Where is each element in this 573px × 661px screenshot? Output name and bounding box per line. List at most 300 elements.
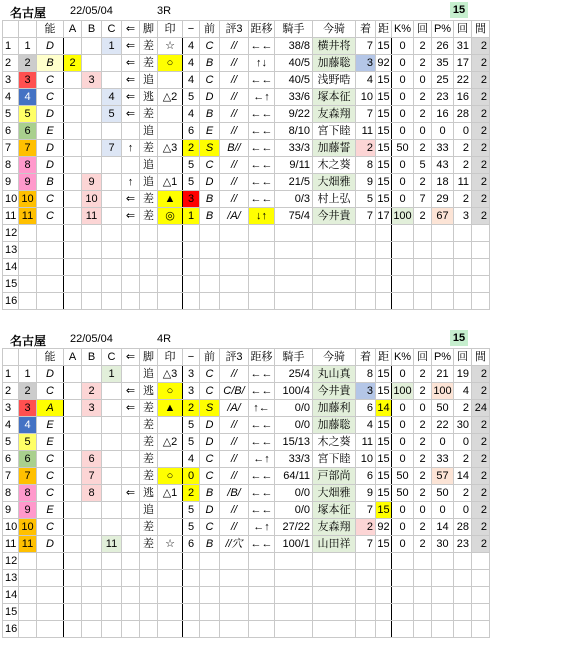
empty-cell [82, 225, 102, 242]
empty-cell [158, 587, 183, 604]
p-percent: 100 [432, 383, 454, 400]
distance-move: ↓↑ [249, 208, 275, 225]
runs-2: 16 [454, 89, 472, 106]
col-b [82, 140, 102, 157]
runs-1: 0 [414, 502, 432, 519]
distance: 14 [376, 400, 392, 417]
distance: 15 [376, 123, 392, 140]
empty-cell [158, 276, 183, 293]
k-percent: 0 [392, 417, 414, 434]
empty-cell [183, 242, 200, 259]
empty-cell [432, 621, 454, 638]
k-percent: 0 [392, 400, 414, 417]
empty-cell [313, 621, 356, 638]
empty-cell [64, 621, 82, 638]
runs-1: 2 [414, 468, 432, 485]
table-row[interactable] [3, 553, 490, 570]
prediction-mark: ☆ [158, 38, 183, 55]
table-row[interactable] [3, 38, 490, 55]
column-header: 今骑 [313, 21, 356, 38]
waku-number: 7 [3, 468, 19, 485]
rank-diff: 2 [183, 400, 200, 417]
empty-cell [275, 570, 313, 587]
p-percent: 23 [432, 89, 454, 106]
column-header: A [64, 349, 82, 366]
running-style: 差 [140, 536, 158, 553]
jockey-name: 大畑雅 [313, 174, 356, 191]
interval: 2 [472, 72, 490, 89]
column-header: 脚 [140, 21, 158, 38]
empty-cell [414, 587, 432, 604]
p-percent: 16 [432, 106, 454, 123]
column-header: 評3 [220, 21, 249, 38]
empty-cell [200, 225, 220, 242]
table-row[interactable] [3, 366, 490, 383]
runs-1: 2 [414, 174, 432, 191]
col-b [82, 502, 102, 519]
interval: 2 [472, 38, 490, 55]
jockey-name: 戸部尚 [313, 468, 356, 485]
waku-number: 6 [3, 123, 19, 140]
empty-cell [356, 587, 376, 604]
empty-cell [249, 276, 275, 293]
runs-1: 0 [414, 400, 432, 417]
table-row[interactable] [3, 570, 490, 587]
table-row[interactable] [3, 468, 490, 485]
distance-move: ←← [249, 106, 275, 123]
empty-cell [102, 604, 122, 621]
finish-position: 4 [356, 72, 376, 89]
col-a [64, 536, 82, 553]
empty-cell [64, 293, 82, 310]
distance: 15 [376, 536, 392, 553]
waku-number: 10 [3, 519, 19, 536]
prediction-mark [158, 72, 183, 89]
table-row[interactable] [3, 242, 490, 259]
arrow-cell [122, 417, 140, 434]
empty-cell [432, 276, 454, 293]
col-c [102, 468, 122, 485]
runs-2: 22 [454, 72, 472, 89]
empty-cell [122, 259, 140, 276]
runs-1: 2 [414, 519, 432, 536]
table-row[interactable] [3, 55, 490, 72]
runs-2: 19 [454, 366, 472, 383]
table-row[interactable] [3, 157, 490, 174]
jockey-stat: 0/0 [275, 417, 313, 434]
jockey-stat: 40/5 [275, 72, 313, 89]
ability-grade: D [37, 157, 64, 174]
waku-number: 11 [3, 536, 19, 553]
distance-move: ←← [249, 191, 275, 208]
arrow-cell [122, 519, 140, 536]
empty-cell [313, 293, 356, 310]
table-row[interactable] [3, 174, 490, 191]
distance: 15 [376, 191, 392, 208]
col-b: 3 [82, 72, 102, 89]
finish-position: 3 [356, 55, 376, 72]
race-panel-1 [2, 2, 571, 310]
horse-number [19, 242, 37, 259]
horse-number [19, 553, 37, 570]
interval: 2 [472, 89, 490, 106]
col-c: 5 [102, 106, 122, 123]
runs-2: 4 [454, 383, 472, 400]
horse-number: 4 [19, 417, 37, 434]
empty-cell [454, 621, 472, 638]
rank-diff: 0 [183, 468, 200, 485]
prediction-mark: ▲ [158, 400, 183, 417]
interval: 2 [472, 157, 490, 174]
empty-cell [200, 570, 220, 587]
column-header: − [183, 349, 200, 366]
table-row[interactable] [3, 208, 490, 225]
empty-cell [102, 276, 122, 293]
jockey-name: 加藤利 [313, 400, 356, 417]
empty-cell [102, 293, 122, 310]
distance-move: ←← [249, 72, 275, 89]
arrow-cell: ⇐ [122, 485, 140, 502]
finish-position: 10 [356, 451, 376, 468]
empty-cell [275, 259, 313, 276]
empty-cell [82, 276, 102, 293]
p-percent: 30 [432, 536, 454, 553]
jockey-name: 加藤聡 [313, 417, 356, 434]
empty-cell [122, 293, 140, 310]
empty-cell [64, 276, 82, 293]
rank-diff: 6 [183, 536, 200, 553]
empty-cell [37, 276, 64, 293]
running-style: 差 [140, 208, 158, 225]
rating-3: // [220, 366, 249, 383]
runs-1: 2 [414, 55, 432, 72]
col-a [64, 174, 82, 191]
distance-move: ←← [249, 140, 275, 157]
ability-grade: B [37, 174, 64, 191]
empty-cell [392, 587, 414, 604]
column-header: 着 [356, 21, 376, 38]
column-header: 今骑 [313, 349, 356, 366]
table-row[interactable] [3, 621, 490, 638]
horse-number: 1 [19, 38, 37, 55]
col-c [102, 417, 122, 434]
empty-cell [249, 553, 275, 570]
runs-1: 7 [414, 191, 432, 208]
empty-cell [472, 621, 490, 638]
k-percent: 0 [392, 106, 414, 123]
table-row[interactable] [3, 225, 490, 242]
horse-number [19, 570, 37, 587]
k-percent: 50 [392, 468, 414, 485]
previous-grade: B [200, 55, 220, 72]
ability-grade: C [37, 519, 64, 536]
col-b: 7 [82, 468, 102, 485]
empty-cell [140, 587, 158, 604]
table-row[interactable] [3, 276, 490, 293]
empty-cell [376, 242, 392, 259]
empty-cell [392, 276, 414, 293]
previous-grade: C [200, 383, 220, 400]
distance-move: ←← [249, 417, 275, 434]
empty-cell [356, 604, 376, 621]
empty-cell [82, 259, 102, 276]
waku-number: 5 [3, 106, 19, 123]
table-row[interactable] [3, 140, 490, 157]
header-blank [19, 21, 37, 38]
col-a [64, 502, 82, 519]
prediction-mark [158, 157, 183, 174]
interval: 2 [472, 417, 490, 434]
col-b: 9 [82, 174, 102, 191]
finish-position: 2 [356, 140, 376, 157]
rank-diff: 4 [183, 451, 200, 468]
rank-diff: 5 [183, 174, 200, 191]
jockey-name: 加藤誓 [313, 140, 356, 157]
ability-grade: C [37, 72, 64, 89]
table-row[interactable] [3, 72, 490, 89]
distance: 15 [376, 451, 392, 468]
horse-number: 1 [19, 366, 37, 383]
column-header: 距 [376, 349, 392, 366]
horse-number: 8 [19, 157, 37, 174]
p-percent: 50 [432, 485, 454, 502]
ability-grade: C [37, 208, 64, 225]
jockey-stat: 100/4 [275, 383, 313, 400]
empty-cell [376, 276, 392, 293]
distance-move: ←← [249, 434, 275, 451]
col-b [82, 123, 102, 140]
empty-cell [313, 242, 356, 259]
empty-cell [249, 259, 275, 276]
header-blank [3, 21, 19, 38]
interval: 2 [472, 123, 490, 140]
jockey-stat: 21/5 [275, 174, 313, 191]
interval: 2 [472, 366, 490, 383]
prediction-mark [158, 502, 183, 519]
col-c: 11 [102, 536, 122, 553]
runs-2: 31 [454, 38, 472, 55]
k-percent: 0 [392, 519, 414, 536]
empty-cell [432, 553, 454, 570]
column-header: 印 [158, 21, 183, 38]
horse-number: 7 [19, 468, 37, 485]
waku-number: 4 [3, 89, 19, 106]
column-header: 騎手 [275, 21, 313, 38]
jockey-stat: 33/3 [275, 451, 313, 468]
col-a [64, 468, 82, 485]
table-row[interactable] [3, 383, 490, 400]
empty-cell [472, 553, 490, 570]
prediction-mark: △1 [158, 174, 183, 191]
race-table [2, 20, 490, 310]
distance: 15 [376, 383, 392, 400]
waku-number: 8 [3, 157, 19, 174]
table-row[interactable] [3, 259, 490, 276]
col-b [82, 366, 102, 383]
header-blank [3, 349, 19, 366]
prediction-mark: ◎ [158, 208, 183, 225]
col-c [102, 208, 122, 225]
table-row[interactable] [3, 451, 490, 468]
empty-cell [200, 259, 220, 276]
rating-3: // [220, 72, 249, 89]
horse-number: 9 [19, 502, 37, 519]
horse-number [19, 225, 37, 242]
col-c [102, 72, 122, 89]
runs-1: 2 [414, 89, 432, 106]
empty-cell [313, 276, 356, 293]
table-row[interactable] [3, 400, 490, 417]
finish-position: 8 [356, 366, 376, 383]
table-row[interactable] [3, 106, 490, 123]
empty-cell [454, 553, 472, 570]
empty-cell [64, 553, 82, 570]
table-row[interactable] [3, 536, 490, 553]
col-c [102, 519, 122, 536]
k-percent: 0 [392, 502, 414, 519]
empty-cell [37, 587, 64, 604]
empty-cell [140, 570, 158, 587]
distance-move: ←← [249, 536, 275, 553]
k-percent: 0 [392, 55, 414, 72]
runs-1: 2 [414, 451, 432, 468]
col-c [102, 191, 122, 208]
rating-3: // [220, 468, 249, 485]
distance-move: ←↑ [249, 451, 275, 468]
jockey-name: 加藤聡 [313, 55, 356, 72]
column-header: 脚 [140, 349, 158, 366]
empty-cell [37, 553, 64, 570]
empty-cell [122, 621, 140, 638]
empty-cell [102, 259, 122, 276]
distance: 15 [376, 502, 392, 519]
prediction-mark: ○ [158, 55, 183, 72]
empty-cell [356, 570, 376, 587]
horse-number: 3 [19, 72, 37, 89]
jockey-stat: 25/4 [275, 366, 313, 383]
col-c: 4 [102, 89, 122, 106]
jockey-stat: 40/5 [275, 55, 313, 72]
table-row[interactable] [3, 587, 490, 604]
empty-cell [414, 225, 432, 242]
empty-cell [37, 225, 64, 242]
rating-3: // [220, 38, 249, 55]
empty-cell [472, 604, 490, 621]
col-c [102, 383, 122, 400]
empty-cell [275, 621, 313, 638]
table-row[interactable] [3, 604, 490, 621]
column-header: 前 [200, 349, 220, 366]
finish-position: 6 [356, 468, 376, 485]
prediction-mark: △1 [158, 485, 183, 502]
finish-position: 7 [356, 536, 376, 553]
column-header: 印 [158, 349, 183, 366]
finish-position: 6 [356, 400, 376, 417]
distance-move: ←← [249, 38, 275, 55]
col-a [64, 157, 82, 174]
prediction-mark [158, 106, 183, 123]
empty-cell [472, 293, 490, 310]
jockey-stat: 27/22 [275, 519, 313, 536]
col-a [64, 208, 82, 225]
waku-number: 16 [3, 621, 19, 638]
table-row[interactable] [3, 123, 490, 140]
empty-cell [158, 553, 183, 570]
empty-cell [414, 276, 432, 293]
ability-grade: D [37, 106, 64, 123]
table-row[interactable] [3, 502, 490, 519]
col-a [64, 89, 82, 106]
horse-number [19, 276, 37, 293]
waku-number: 15 [3, 604, 19, 621]
horse-number: 10 [19, 519, 37, 536]
empty-cell [37, 259, 64, 276]
previous-grade: C [200, 366, 220, 383]
p-percent: 22 [432, 417, 454, 434]
empty-cell [37, 293, 64, 310]
col-b [82, 106, 102, 123]
runs-2: 0 [454, 502, 472, 519]
empty-cell [183, 259, 200, 276]
distance-move: ↑↓ [249, 55, 275, 72]
empty-cell [140, 553, 158, 570]
table-row[interactable] [3, 191, 490, 208]
previous-grade: D [200, 434, 220, 451]
previous-grade: B [200, 485, 220, 502]
jockey-stat: 0/3 [275, 191, 313, 208]
empty-cell [454, 225, 472, 242]
column-header: 間 [472, 21, 490, 38]
table-row[interactable] [3, 89, 490, 106]
jockey-name: 村上弘 [313, 191, 356, 208]
finish-position: 8 [356, 157, 376, 174]
interval: 2 [472, 468, 490, 485]
table-row[interactable] [3, 519, 490, 536]
distance: 15 [376, 140, 392, 157]
col-a [64, 434, 82, 451]
rank-diff: 3 [183, 383, 200, 400]
horse-number: 6 [19, 451, 37, 468]
table-row[interactable] [3, 485, 490, 502]
col-b: 11 [82, 208, 102, 225]
col-c [102, 502, 122, 519]
rank-diff: 4 [183, 72, 200, 89]
running-style: 差 [140, 451, 158, 468]
p-percent: 50 [432, 400, 454, 417]
empty-cell [472, 225, 490, 242]
runs-2: 2 [454, 451, 472, 468]
runs-1: 2 [414, 106, 432, 123]
empty-cell [37, 604, 64, 621]
venue-name: 名古屋 [10, 334, 47, 348]
table-row[interactable] [3, 434, 490, 451]
rank-diff: 6 [183, 123, 200, 140]
rank-diff: 5 [183, 417, 200, 434]
arrow-cell [122, 502, 140, 519]
table-row[interactable] [3, 417, 490, 434]
previous-grade: B [200, 208, 220, 225]
empty-cell [376, 259, 392, 276]
p-percent: 29 [432, 191, 454, 208]
col-c [102, 174, 122, 191]
waku-number: 7 [3, 140, 19, 157]
runs-1: 2 [414, 140, 432, 157]
rating-3: //穴 [220, 536, 249, 553]
rating-3: C/B/ [220, 383, 249, 400]
ability-grade: C [37, 485, 64, 502]
table-row[interactable] [3, 293, 490, 310]
ability-grade: B [37, 55, 64, 72]
